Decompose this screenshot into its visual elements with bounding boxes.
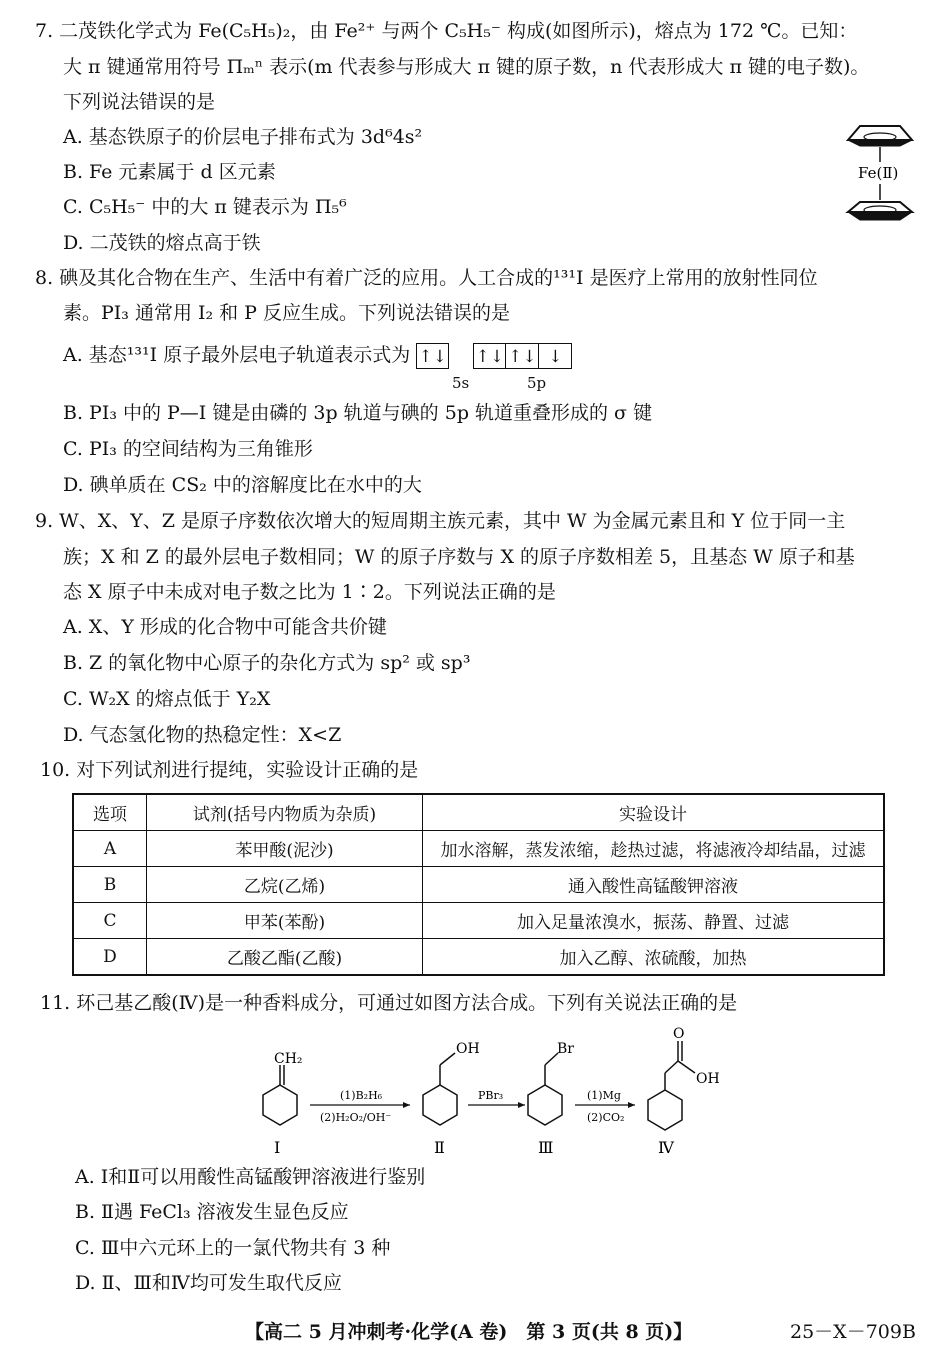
q7-option-d: D. 二茂铁的熔点高于铁 [63,232,261,254]
table-cell: 乙烷(乙烯) [147,867,423,903]
compound-1-structure [263,1065,297,1125]
table-header-row [73,794,884,831]
q11-option-c: C. Ⅲ中六元环上的一氯代物共有 3 种 [75,1237,391,1259]
table-cell: 加入足量浓溴水，振荡、静置、过滤 [423,903,885,939]
compound-4-hydroxyl: OH [696,1071,720,1087]
q8-option-c: C. PI₃ 的空间结构为三角锥形 [63,438,313,460]
compound-2-structure [423,1053,457,1125]
compound-3-substituent: Br [557,1041,574,1057]
table-cell: A [73,831,147,867]
table-cell: 通入酸性高锰酸钾溶液 [423,867,885,903]
q8-option-b: B. PI₃ 中的 P—I 键是由磷的 3p 轨道与碘的 5p 轨道重叠形成的 σ 键 [63,402,653,424]
q11-option-a: A. Ⅰ和Ⅱ可以用酸性高锰酸钾溶液进行鉴别 [75,1166,426,1188]
q9-stem-line3: 态 X 原子中未成对电子数之比为 1∶2。下列说法正确的是 [63,581,556,603]
table-cell: C [73,903,147,939]
q7-stem-line1: 7. 二茂铁化学式为 Fe(C₅H₅)₂，由 Fe²⁺ 与两个 C₅H₅⁻ 构成(如图所示)，熔点为 172 ℃。已知： [35,20,858,42]
q7-stem-line2: 大 π 键通常用符号 Πₘⁿ 表示(m 代表参与形成大 π 键的原子数，n 代表形成大 π 键的电子数)。 [63,56,870,78]
page-footer-title: 【高二 5 月冲刺考·化学(A 卷) 第 3 页(共 8 页)】 [245,1321,693,1343]
page-footer-code: 25－X－709B [790,1321,916,1343]
q9-stem-line2: 族；X 和 Z 的最外层电子数相同；W 的原子序数与 X 的原子序数相差 5，且基态 W 原子和基 [63,546,855,568]
step1-reagent-top: (1)B₂H₆ [340,1089,383,1102]
step3-reagent-top: (1)Mg [587,1089,621,1102]
step2-reagent: PBr₃ [478,1089,504,1102]
synthesis-scheme [240,1025,740,1160]
compound-2-label: Ⅱ [434,1138,445,1157]
label-5p: 5p [527,374,547,392]
orbital-5s-box: ↑↓ [416,343,449,369]
q9-option-c: C. W₂X 的熔点低于 Y₂X [63,688,271,710]
table-cell: 加入乙醇、浓硫酸，加热 [423,939,885,976]
q8-stem-line2: 素。PI₃ 通常用 I₂ 和 P 反应生成。下列说法错误的是 [63,302,511,324]
compound-1-substituent: CH₂ [274,1051,303,1067]
compound-1-label: Ⅰ [274,1138,281,1157]
q8-stem-line1: 8. 碘及其化合物在生产、生活中有着广泛的应用。人工合成的¹³¹I 是医疗上常用的放射性同位 [35,267,818,289]
ferrocene-structure [840,118,920,230]
q10-stem: 10. 对下列试剂进行提纯，实验设计正确的是 [40,759,419,781]
q9-option-d: D. 气态氢化物的热稳定性：X<Z [63,724,342,746]
orbital-5p-box-3: ↓ [539,343,572,369]
table-header: 试剂(括号内物质为杂质) [147,794,423,831]
table-header: 实验设计 [423,794,885,831]
fe-label: Fe(Ⅱ) [858,164,899,182]
q11-stem: 11. 环己基乙酸(Ⅳ)是一种香料成分，可通过如图方法合成。下列有关说法正确的是 [40,992,738,1014]
q9-option-a: A. X、Y 形成的化合物中可能含共价键 [63,616,387,638]
table-row [73,939,884,976]
compound-4-label: Ⅳ [658,1138,674,1157]
table-cell: 乙酸乙酯(乙酸) [147,939,423,976]
q9-stem-line1: 9. W、X、Y、Z 是原子序数依次增大的短周期主族元素，其中 W 为金属元素且和 Y 位于同一主 [35,510,846,532]
q7-stem-line3: 下列说法错误的是 [63,91,216,113]
q10-table [72,793,885,976]
orbital-5p-box-2: ↑↓ [506,343,539,369]
q8-option-d: D. 碘单质在 CS₂ 中的溶解度比在水中的大 [63,474,422,496]
q7-option-c: C. C₅H₅⁻ 中的大 π 键表示为 Π₅⁶ [63,196,347,218]
q8-option-a [63,342,572,369]
orbital-5p-box-1: ↑↓ [473,343,506,369]
table-cell: B [73,867,147,903]
table-header: 选项 [73,794,147,831]
table-row [73,831,884,867]
table-cell: 加水溶解，蒸发浓缩，趁热过滤，将滤液冷却结晶，过滤 [423,831,885,867]
compound-4-structure [648,1041,695,1130]
table-cell: 苯甲酸(泥沙) [147,831,423,867]
compound-3-structure [528,1053,562,1125]
compound-3-label: Ⅲ [538,1138,554,1157]
table-cell: D [73,939,147,976]
q11-option-b: B. Ⅱ遇 FeCl₃ 溶液发生显色反应 [75,1201,349,1223]
table-cell: 甲苯(苯酚) [147,903,423,939]
compound-2-substituent: OH [456,1041,480,1057]
step1-reagent-bottom: (2)H₂O₂/OH⁻ [320,1111,392,1124]
q9-option-b: B. Z 的氧化物中心原子的杂化方式为 sp² 或 sp³ [63,652,471,674]
q7-option-a: A. 基态铁原子的价层电子排布式为 3d⁶4s² [63,126,423,148]
step3-reagent-bottom: (2)CO₂ [587,1111,625,1124]
label-5s: 5s [452,374,470,392]
q7-option-b: B. Fe 元素属于 d 区元素 [63,161,276,183]
table-row [73,903,884,939]
q11-option-d: D. Ⅱ、Ⅲ和Ⅳ均可发生取代反应 [75,1272,342,1294]
q8-option-a-text: A. 基态¹³¹I 原子最外层电子轨道表示式为 [63,344,411,366]
compound-4-oxygen: O [673,1026,685,1042]
table-row [73,867,884,903]
